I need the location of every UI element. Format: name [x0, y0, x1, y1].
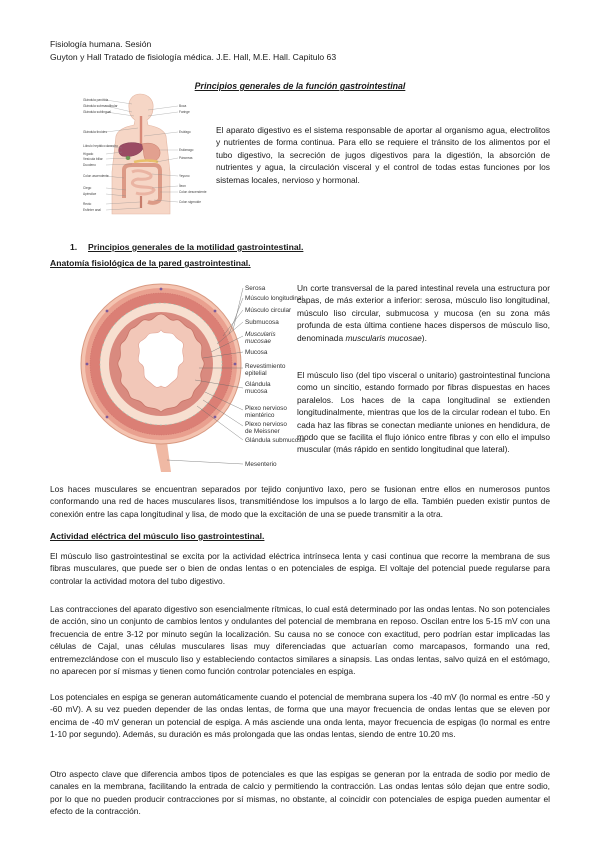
fig2-label-serosa: Serosa: [245, 285, 266, 292]
fig2-label-revestimiento: Revestimiento: [245, 363, 286, 370]
fig1-label-right: Páncreas: [179, 156, 193, 160]
electrical-paragraph-3: Los potenciales en espiga se generan automáticamente cuando el potencial de membrana supera los -40 mV (lo normal es entre -50 y -60 mV). A su vez pueden depender de las ondas lentas, de forma que una mayor frecuencia de ondas lentas que se eleven por encima de -40 mV generan un potencial de espiga. A más asciende una onda lenta, mayor frecuencia de espigas (lo normal es entre 1-10 por segundo). Además, su duración es más prolongada que las ondas lentas, siendo de entre 10.20 ms.: [50, 692, 550, 740]
fig1-label-left: Glándula sublingual: [83, 110, 111, 114]
section-1-title: Principios generales de la motilidad gastrointestinal.: [88, 242, 304, 252]
section-1-heading: [70, 241, 303, 253]
electrical-paragraph-2: Las contracciones del aparato digestivo son esencialmente rítmicas, lo cual está determinado por las ondas lentas. No son potenciales de acción, sino un conjunto de cambios lentos y ondulantes del potencial de membrana en reposo. Oscilan entre los 5-15 mV con una frecuencia de entre 3-12 por minuto según la localización. Su causa no se conoce con exactitud, pero podrían estar implicadas las células de Cajal, unas células musculares lisas muy diferenciadas que actuarían como marcapasos, formando una red, entremezclándose con el musculo liso y estableciendo contactos similares a sinapsis. Las ondas lentas, salvo quizá en el estómago, no aparecen por sí mismas y tienen como función controlar potenciales en espiga.: [50, 604, 550, 677]
fig1-label-left: Ciego: [83, 186, 92, 190]
fig1-label-left: Colon ascendente: [83, 174, 109, 178]
fig1-label-right: Íleon: [179, 184, 186, 188]
fig2-label-muscularis: Muscularis: [245, 331, 276, 338]
header-course: Fisiología humana. Sesión: [50, 39, 152, 49]
fig2-label-glandula-mucosa: mucosa: [245, 388, 268, 395]
intro-paragraph: El aparato digestivo es el sistema responsable de aportar al organismo agua, electrolitos y nutrientes de forma continua. Para ello se requiere el tránsito de los alimentos por el tubo digestivo, la secreción de jugos digestivos para la digestión, la absorción de nutrientes y agua, la circulación visceral y el control de todas estas funciones por los sistemas locales, nervioso y hormonal.: [216, 125, 550, 185]
fig2-label-mesenterio: Mesenterio: [245, 461, 277, 468]
fig1-label-left: Duodeno: [83, 163, 96, 167]
fig1-label-left: Recto: [83, 202, 92, 206]
fig2-label-mucosae: mucosae: [245, 338, 271, 345]
fig1-label-right: Estómago: [179, 148, 194, 152]
fig2-label-submucosa: Submucosa: [245, 319, 279, 326]
fig2-label-glandula: Glándula: [245, 381, 271, 388]
section-1-number: 1.: [70, 242, 78, 252]
fig1-label-left: Glándula tiroides: [83, 130, 107, 134]
fig2-label-longitudinal: Músculo longitudinal: [245, 295, 303, 302]
wall-paragraph-1: [297, 282, 550, 344]
fig1-label-left: Lóbulo hepático derecho: [83, 144, 118, 148]
fig1-label-right: Boca: [179, 104, 187, 108]
fig2-label-circular: Músculo circular: [245, 307, 292, 314]
fig1-label-right: Colon sigmoide: [179, 200, 201, 204]
intestinal-wall-figure: [95, 274, 306, 474]
fig1-label-right: Esófago: [179, 130, 191, 134]
fig2-label-meissner: de Meissner: [245, 428, 280, 435]
fig2-label-glandula-submucosa: Glándula submucosa: [245, 437, 306, 444]
fig1-label-left: Glándula parótida: [83, 98, 109, 102]
fig2-label-plexo-mienterico: Plexo nervioso: [245, 405, 287, 412]
wall-paragraph-2: El músculo liso (del tipo visceral o unitario) gastrointestinal funciona como un sincitio, estando formado por fibras dispuestas en haces paralelos. Los haces de la capa longitudinal se extienden longitudinalmente, mientras que los de la circular rodean el tubo. En cada haz las fibras se conectan mediante uniones en hendidura, de modo que se facilita el flujo iónico entre fibras y con ello el impulso muscular (más rápido en sentido longitudinal que lateral).: [297, 370, 550, 455]
muscularis-mucosae-term: muscularis mucosae: [345, 332, 422, 343]
electrical-paragraph-1: El músculo liso gastrointestinal se excita por la actividad eléctrica intrínseca lenta y casi continua que recorre la membrana de sus fibras musculares, que puede ser o bien de ondas lentas o en potenciales de espiga. El voltaje del potencial puede regularse para controlar la actividad motora del tubo digestivo.: [50, 551, 550, 586]
subsection-wall-anatomy: Anatomía fisiológica de la pared gastrointestinal.: [50, 258, 251, 268]
fig2-label-epitelial: epitelial: [245, 370, 267, 377]
subsection-electrical-activity: Actividad eléctrica del músculo liso gastrointestinal.: [50, 531, 265, 541]
fig1-label-right: Colon descendente: [179, 190, 207, 194]
fig2-label-plexo-meissner: Plexo nervioso: [245, 421, 287, 428]
digestive-system-figure: [82, 92, 207, 216]
document-title: Principios generales de la función gastrointestinal: [194, 81, 406, 91]
wall-paragraph-1-text: Un corte transversal de la pared intestinal revela una estructura por capas, de más exterior a inferior: serosa, músculo liso longitudinal, músculo liso circular, submucosa y mucosa (en su zona más profunda de esta última contiene haces dispersos de músculo liso, denominada: [297, 283, 550, 343]
fig2-label-mucosa: Mucosa: [245, 349, 268, 356]
fig1-label-left: Apéndice: [83, 192, 97, 196]
fig1-label-left: Esfínter anal: [83, 208, 101, 212]
fig1-label-left: Hígado: [83, 152, 94, 156]
electrical-paragraph-4: Otro aspecto clave que diferencia ambos tipos de potenciales es que las espigas se generan por la entrada de sodio por medio de canales en la membrana, facilitando la entrada de calcio y permitiendo la contracción. Las ondas lentas sólo dejan que entre sodio, por lo que no pueden producir contracciones por sí mismas, no obstante, al coincidir con potenciales de espiga pueden aumentar el efecto de la contracción.: [50, 769, 550, 817]
wall-paragraph-3: Los haces musculares se encuentran separados por tejido conjuntivo laxo, pero se fusionan entre ellos en numerosos puntos conformando una red de haces musculares lisos, transmitiéndose los impulsos a lo largo de ella. También pueden existir puntos de conexión entre las capa longitudinal y lisa, de modo que la excitación de una se puede transmitir a la otra.: [50, 484, 550, 519]
fig1-label-right: Yeyuno: [179, 174, 190, 178]
wall-paragraph-1-tail: ).: [421, 332, 427, 343]
fig1-label-right: Faringe: [179, 110, 190, 114]
fig1-label-left: Glándula submandibular: [83, 104, 118, 108]
header-reference: Guyton y Hall Tratado de fisiología médica. J.E. Hall, M.E. Hall. Capitulo 63: [50, 52, 337, 62]
fig1-label-left: Vesícula biliar: [83, 157, 103, 161]
fig2-label-mienterico: mientérico: [245, 412, 275, 419]
